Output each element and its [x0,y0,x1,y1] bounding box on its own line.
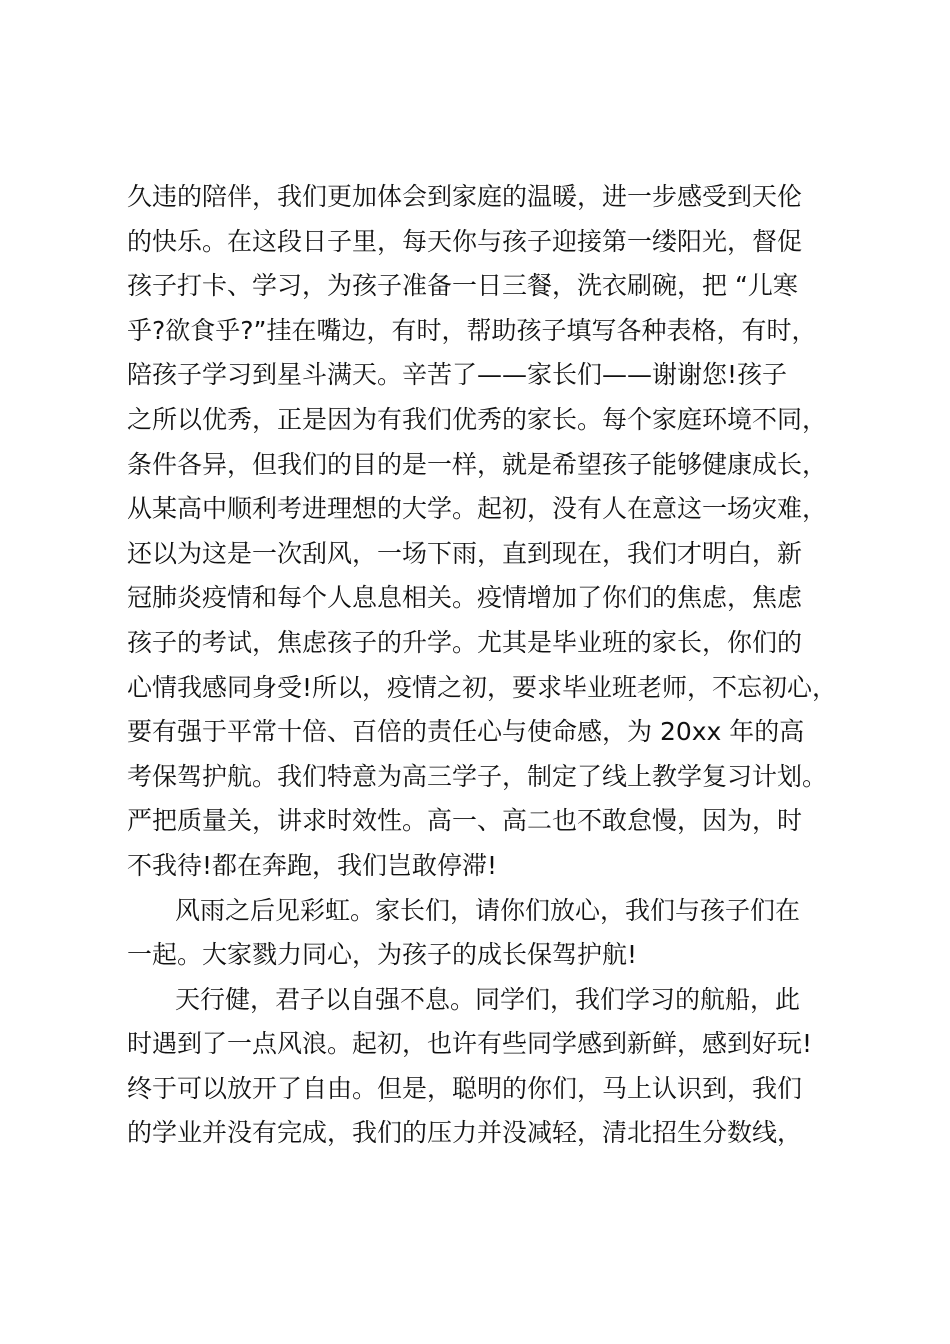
text-line: 终于可以放开了自由。但是，聪明的你们，马上认识到，我们 [127,1073,803,1103]
text-line: 久违的陪伴，我们更加体会到家庭的温暖，进一步感受到天伦 [127,182,803,211]
text-line: 孩子的考试，焦虑孩子的升学。尤其是毕业班的家长，你们的 [127,627,803,657]
text-line: 之所以优秀，正是因为有我们优秀的家长。每个家庭环境不同， [127,404,828,434]
text-line: 条件各异，但我们的目的是一样，就是希望孩子能够健康成长， [127,449,828,479]
text-line: 陪孩子学习到星斗满天。辛苦了——家长们——谢谢您!孩子 [127,360,788,390]
text-line: 冠肺炎疫情和每个人息息相关。疫情增加了你们的焦虑，焦虑 [127,583,803,613]
text-line: 时遇到了一点风浪。起初，也许有些同学感到新鲜，感到好玩! [127,1029,813,1059]
text-line: 的学业并没有完成，我们的压力并没减轻，清北招生分数线， [127,1118,803,1148]
text-line: 还以为这是一次刮风，一场下雨，直到现在，我们才明白，新 [127,538,803,568]
text-line: 的快乐。在这段日子里，每天你与孩子迎接第一缕阳光，督促 [127,226,803,256]
text-line: 乎?欲食乎?”挂在嘴边，有时，帮助孩子填写各种表格，有时， [127,315,817,345]
paragraph-start-line: 风雨之后见彩虹。家长们，请你们放心，我们与孩子们在 [175,895,801,925]
text-line: 孩子打卡、学习，为孩子准备一日三餐，洗衣刷碗，把 “儿寒 [127,271,798,301]
text-line: 心情我感同身受!所以，疫情之初，要求毕业班老师，不忘初心， [127,672,838,702]
text-line: 一起。大家戮力同心，为孩子的成长保驾护航! [127,940,638,970]
text-line: 严把质量关，讲求时效性。高一、高二也不敢怠慢，因为，时 [127,806,803,836]
body-text [127,175,867,1156]
text-line: 考保驾护航。我们特意为高三学子，制定了线上教学复习计划。 [127,761,828,791]
text-line: 从某高中顺利考进理想的大学。起初，没有人在意这一场灾难， [127,494,828,524]
text-line: 要有强于平常十倍、百倍的责任心与使命感，为 20xx 年的高 [127,717,805,747]
text-line: 不我待!都在奔跑，我们岂敢停滞! [127,850,498,880]
paragraph-start-line: 天行健，君子以自强不息。同学们，我们学习的航船，此 [175,984,801,1014]
